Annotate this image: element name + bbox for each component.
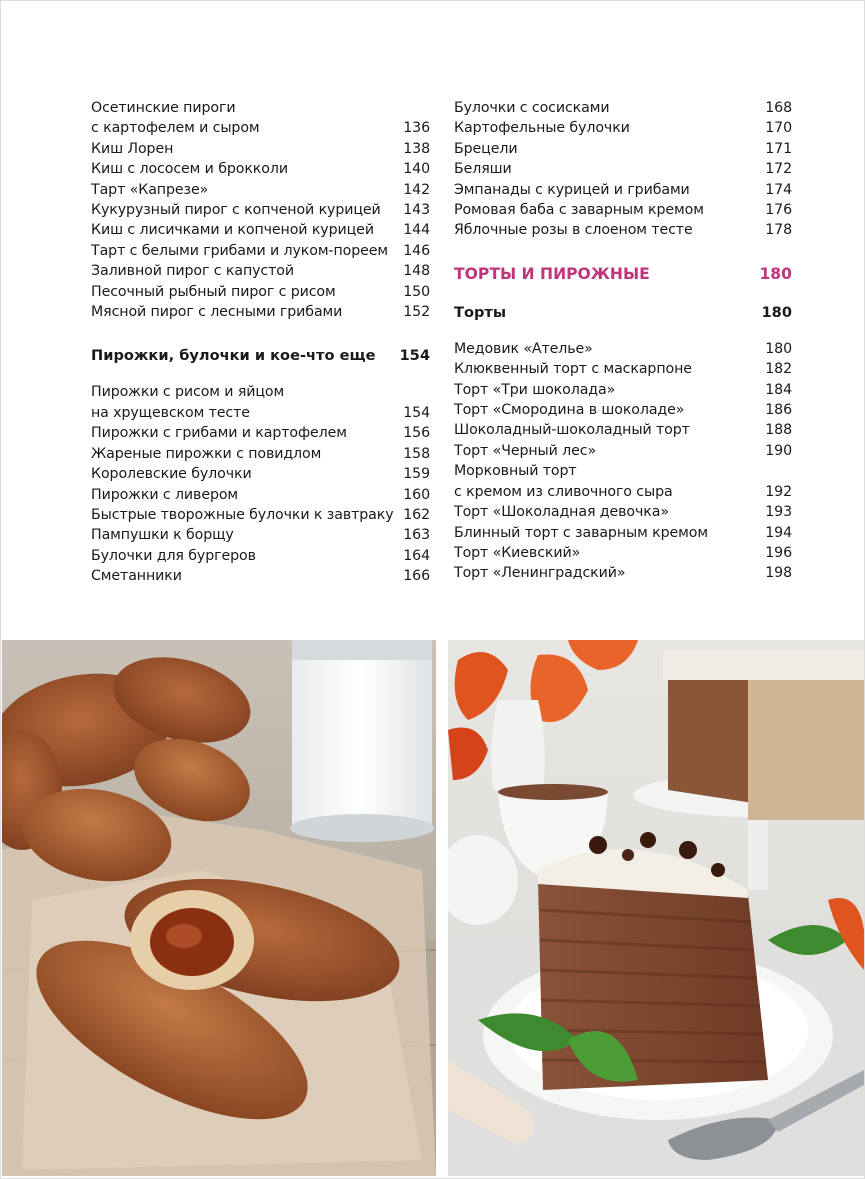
entry-title: Кукурузный пирог с копченой курицей [91,202,381,219]
toc-entry [454,380,792,400]
entry-title: Киш Лорен [91,140,174,157]
toc-entry [91,200,430,220]
entry-title: Жареные пирожки с повидлом [91,445,322,462]
page-number: 136 [403,120,430,137]
page-number: 143 [403,202,430,219]
entry-title: Пирожки с грибами и картофелем [91,425,347,442]
toc-entry [454,220,792,240]
page-number: 160 [403,486,430,503]
entry-title: Булочки с сосисками [454,100,610,116]
chocolate-cake-photo [448,640,864,1176]
toc-entry [91,464,430,484]
page-number: 176 [765,202,792,219]
entry-title: Торт «Ленинградский» [454,565,626,582]
page-number: 194 [765,524,792,541]
toc-entry [91,444,430,464]
page-number: 178 [765,222,792,239]
page-number: 152 [403,304,430,321]
page-number: 184 [765,381,792,398]
chapter-title: ТОРТЫ И ПИРОЖНЫЕ [454,264,650,283]
entry-title: Осетинские пироги [91,100,236,116]
toc-entry [91,241,430,261]
entry-title: Беляши [454,161,512,178]
toc-entry [454,441,792,461]
page-number: 182 [765,361,792,378]
toc-entry [454,118,792,138]
entry-title: Тарт «Капрезе» [91,181,209,198]
page-number: 174 [765,181,792,198]
entry-title: Торт «Три шоколада» [454,381,616,398]
toc-entry [91,525,430,545]
toc-entry [91,505,430,525]
section-title: Пирожки, булочки и кое-что еще [91,347,376,365]
toc-entry [454,359,792,379]
page-number: 138 [403,140,430,157]
entry-title: Песочный рыбный пирог с рисом [91,283,336,300]
entry-title: Клюквенный торт с маскарпоне [454,361,692,378]
toc-entry [91,282,430,302]
entry-title: Торт «Шоколадная девочка» [454,504,669,521]
page-number: 180 [761,303,792,321]
entry-title: Торт «Киевский» [454,544,581,561]
toc-entry [454,339,792,359]
toc-entry [91,261,430,281]
page-number: 180 [759,264,792,283]
entry-title: с кремом из сливочного сыра [454,483,673,500]
fried-pies-photo [2,640,436,1176]
toc-entry [91,485,430,505]
toc-entry [454,139,792,159]
entry-title: Торт «Смородина в шоколаде» [454,402,685,419]
toc-entry [454,180,792,200]
chocolate-cake-illustration [448,640,864,1176]
page-number: 164 [403,547,430,564]
entry-title: Картофельные булочки [454,120,630,137]
toc-entry [454,482,792,502]
page-number: 198 [765,565,792,582]
section-title: Торты [454,303,507,321]
entry-title: Сметанники [91,568,182,585]
page-number: 193 [765,504,792,521]
entry-title: Мясной пирог с лесными грибами [91,304,343,321]
page-number: 148 [403,263,430,280]
chapter-heading [454,263,792,285]
entry-title: Ромовая баба с заварным кремом [454,202,704,219]
toc-entry [454,461,792,481]
entry-title: Пирожки с ливером [91,486,239,503]
toc-entry [454,502,792,522]
toc-entry [454,523,792,543]
section-heading [91,346,430,366]
toc-entry [91,98,430,118]
section-heading [454,303,792,323]
page-number: 150 [403,283,430,300]
entry-title: Брецели [454,140,518,157]
page-number: 163 [403,527,430,544]
page-number: 192 [765,483,792,500]
entry-title: Морковный торт [454,463,577,480]
toc-right-column [454,98,792,584]
toc-entry [454,98,792,118]
toc-entry [91,118,430,138]
toc-entry [91,159,430,179]
page-number: 162 [403,506,430,523]
entry-title: Шоколадный-шоколадный торт [454,422,690,439]
entry-title: Торт «Черный лес» [454,442,597,459]
page-number: 190 [765,442,792,459]
entry-title: Блинный торт с заварным кремом [454,524,708,541]
page-number: 156 [403,425,430,442]
entry-title: Булочки для бургеров [91,547,256,564]
toc-entry [91,302,430,322]
toc-entry [454,563,792,583]
page-number: 142 [403,181,430,198]
entry-title: Пирожки с рисом и яйцом [91,384,285,401]
page-number: 168 [765,100,792,116]
page-number: 172 [765,161,792,178]
page-number: 180 [765,340,792,357]
page-number: 159 [403,466,430,483]
page-number: 166 [403,568,430,585]
toc-left-column [91,98,430,587]
toc-entry [454,159,792,179]
page-number: 154 [399,347,430,365]
toc-entry [91,139,430,159]
page-number: 196 [765,544,792,561]
fried-pies-illustration [2,640,436,1176]
page-number: 140 [403,161,430,178]
page-number: 146 [403,242,430,259]
toc-entry [91,403,430,423]
entry-title: Эмпанады с курицей и грибами [454,181,690,198]
entry-title: Заливной пирог с капустой [91,263,294,280]
page-number: 186 [765,402,792,419]
page-number: 171 [765,140,792,157]
toc-entry [91,546,430,566]
toc-entry [91,382,430,402]
toc-entry [91,180,430,200]
entry-title: Тарт с белыми грибами и луком-пореем [91,242,388,259]
page-number: 188 [765,422,792,439]
toc-entry [91,423,430,443]
toc-entry [454,400,792,420]
entry-title: Яблочные розы в слоеном тесте [454,222,693,239]
toc-entry [454,200,792,220]
entry-title: Киш с лососем и брокколи [91,161,288,178]
entry-title: Пампушки к борщу [91,527,234,544]
toc-entry [454,543,792,563]
entry-title: Киш с лисичками и копченой курицей [91,222,374,239]
entry-title: Королевские булочки [91,466,252,483]
toc-entry [454,420,792,440]
page-number: 154 [403,404,430,421]
page-number: 158 [403,445,430,462]
toc-entry [91,220,430,240]
page-number: 144 [403,222,430,239]
toc-entry [91,566,430,586]
entry-title: Быстрые творожные булочки к завтраку [91,506,394,523]
entry-title: Медовик «Ателье» [454,340,593,357]
entry-title: на хрущевском тесте [91,404,250,421]
page-number: 170 [765,120,792,137]
entry-title: с картофелем и сыром [91,120,260,137]
